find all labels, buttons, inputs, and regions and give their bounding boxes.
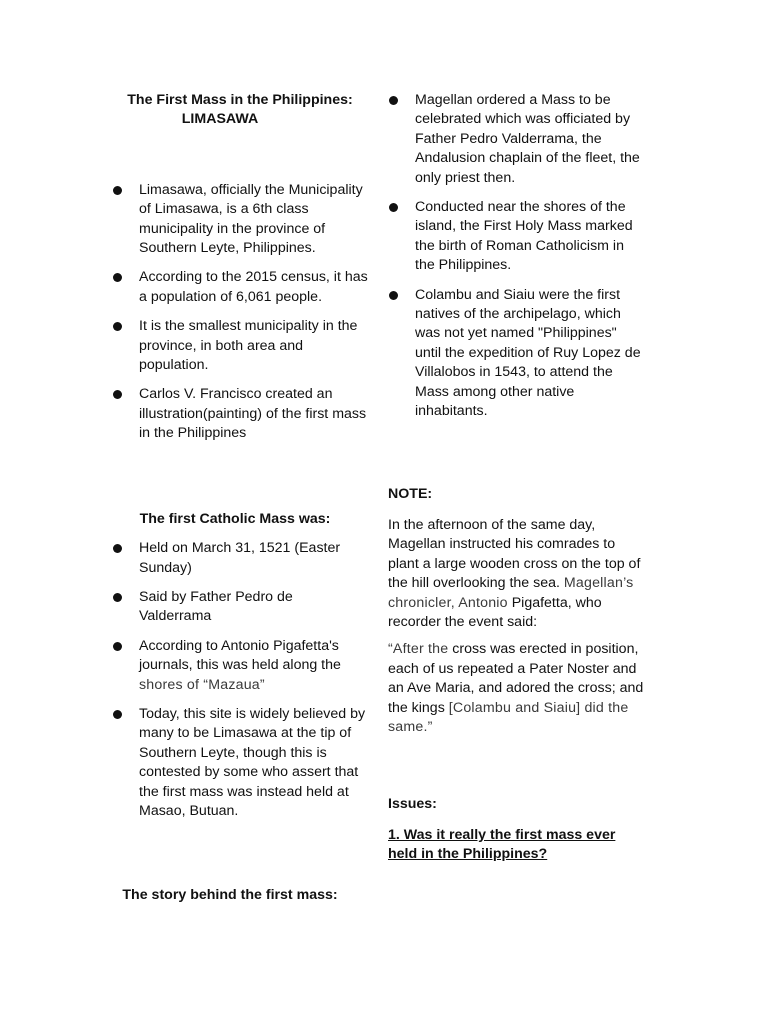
note-text-end: Pigafetta, who recorder the event said: [388,594,602,630]
pigafetta-quote [388,640,646,737]
bullet-icon [113,710,122,719]
note-text: In the afternoon of the same day, Magellan instructed his comrades to plant a large wooden cross on the top of the hill overlooking the sea. [388,516,641,592]
list-item [112,268,368,307]
document-title-line2: LIMASAWA [181,111,259,128]
first-mass-heading: The first Catholic Mass was: [139,510,331,527]
list-item [112,637,368,695]
list-item [112,385,368,443]
first-mass-bullet-list [112,539,368,821]
list-item [112,539,368,578]
right-column [388,91,646,865]
limasawa-bullet-list [112,181,368,444]
bullet-text: Held on March 31, 1521 (Easter Sunday) [139,540,341,576]
issue-question-1: 1. Was it really the first mass ever held in the Philippines? [388,826,616,863]
bullet-text: Magellan ordered a Mass to be celebrated which was officiated by Father Pedro Valderrama, the Andalusion chaplain of the fleet, the only priest then. [415,92,640,186]
bullet-text: Said by Father Pedro de Valderrama [139,588,293,625]
bullet-icon [389,203,398,212]
bullet-text-light: shores of “Mazaua” [139,676,265,693]
bullet-icon [389,96,398,105]
list-item [112,588,368,627]
bullet-text: According to Antonio Pigafetta's journals, this was held along the [139,637,341,674]
mass-details-bullet-list [388,91,646,422]
bullet-icon [113,390,122,399]
story-heading: The story behind the first mass: [122,887,338,904]
bullet-icon [113,186,122,195]
note-paragraph [388,516,646,632]
bullet-text: Limasawa, officially the Municipality of Limasawa, is a 6th class municipality in the province of Southern Leyte, Philippines. [139,181,363,257]
list-item [112,181,368,259]
left-column [112,91,368,906]
bullet-icon [113,544,122,553]
bullet-icon [113,642,122,651]
bullet-text: It is the smallest municipality in the province, in both area and population. [139,318,358,374]
document-title-line1: The First Mass in the Philippines: [127,92,353,108]
list-item [388,286,646,422]
bullet-icon [113,593,122,602]
bullet-icon [113,273,122,282]
bullet-text: Carlos V. Francisco created an illustration(painting) of the first mass in the Philippines [139,386,367,442]
bullet-text: According to the 2015 census, it has a population of 6,061 people. [139,269,368,305]
note-heading: NOTE: [388,485,433,502]
bullet-text: Colambu and Siaiu were the first natives of the archipelago, which was not yet named "Philippines" until the expedition of Ruy Lopez de Villalobos in 1543, to attend the Mass among other native inhabitants. [415,286,641,420]
issues-heading: Issues: [388,796,437,813]
list-item [112,317,368,375]
list-item [112,705,368,821]
quote-text-light-end: [Colambu and Siaiu] did the same.” [388,699,629,735]
bullet-text: Conducted near the shores of the island, the First Holy Mass marked the birth of Roman Catholicism in the Philippines. [415,199,633,274]
quote-text: cross was erected in position, each of us repeated a Pater Noster and an Ave Maria, and adored the cross; and the kings [388,641,644,716]
quote-text-light-start: “After the [388,641,449,658]
bullet-text: Today, this site is widely believed by many to be Limasawa at the tip of Southern Leyte, though this is contested by some who assert that the first mass was instead held at Masao, Butuan. [139,705,366,819]
list-item [388,91,646,188]
list-item [388,198,646,276]
note-text-light: Magellan’s chronicler, Antonio [388,575,634,611]
bullet-icon [389,291,398,300]
bullet-icon [113,322,122,331]
